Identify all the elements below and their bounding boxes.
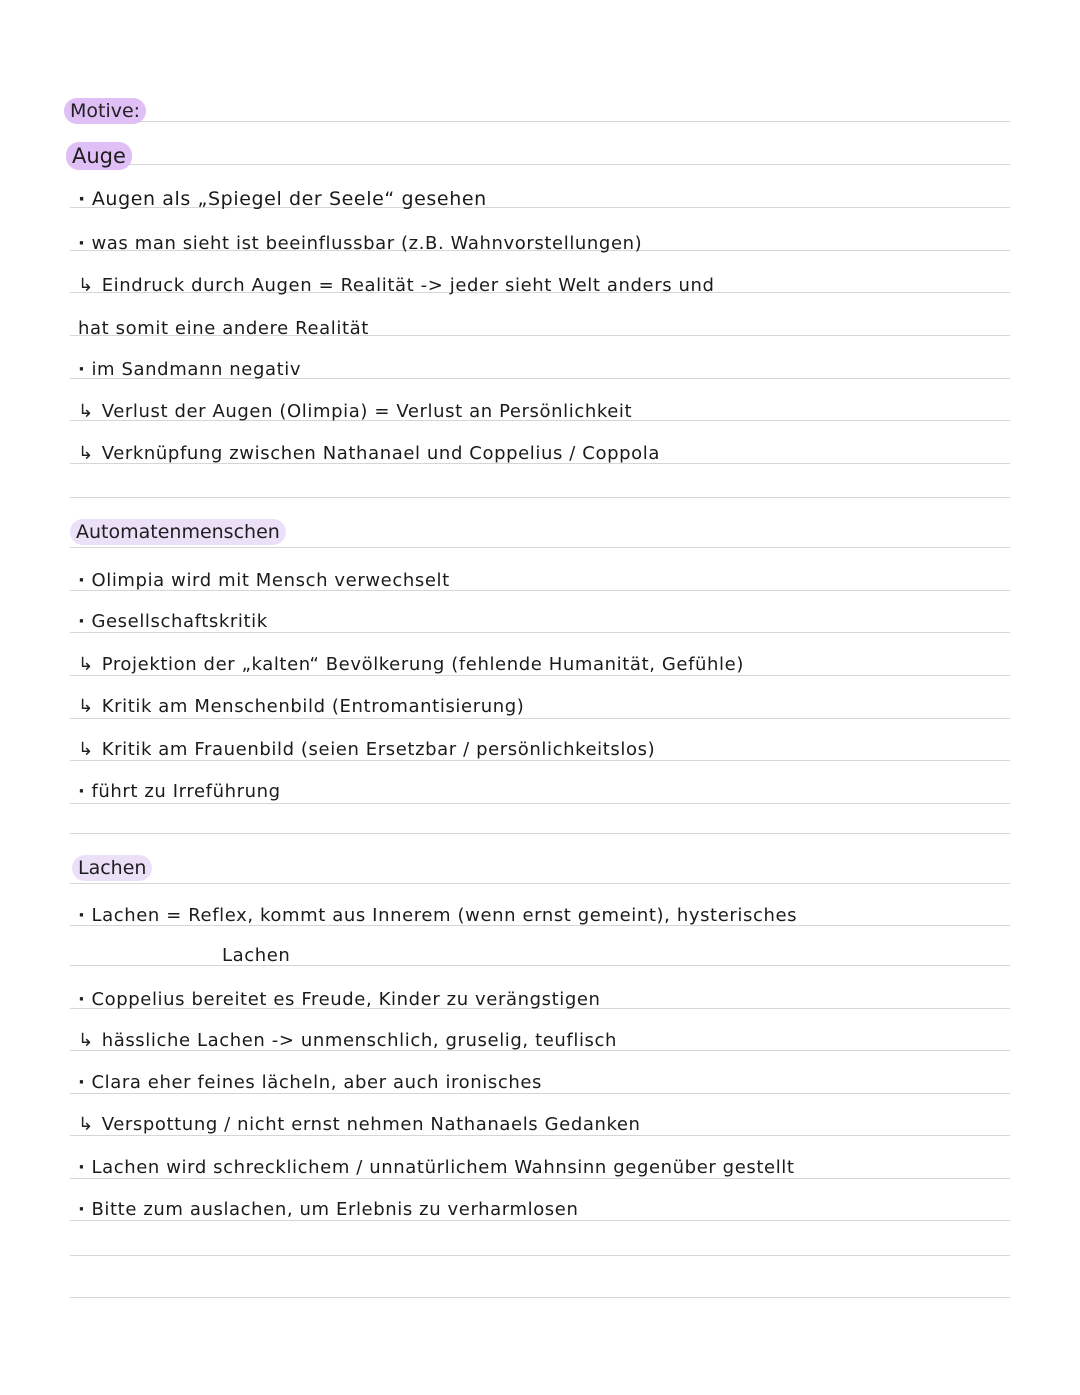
note-line: ↳ hässliche Lachen -> unmenschlich, gruselig, teuflisch <box>78 1030 618 1051</box>
note-line: Lachen <box>222 945 291 966</box>
section-title-automatenmenschen: Automatenmenschen <box>70 519 286 545</box>
note-line: · im Sandmann negativ <box>78 359 302 380</box>
note-line: · Coppelius bereitet es Freude, Kinder zu verängstigen <box>78 989 601 1010</box>
note-line: hat somit eine andere Realität <box>78 318 369 339</box>
note-line: · führt zu Irreführung <box>78 781 281 802</box>
section-title-auge: Auge <box>66 142 132 170</box>
note-line: ↳ Projektion der „kalten“ Bevölkerung (fehlende Humanität, Gefühle) <box>78 654 744 675</box>
note-line: · Lachen wird schrecklichem / unnatürlichem Wahnsinn gegenüber gestellt <box>78 1157 795 1178</box>
note-line: ↳ Verlust der Augen (Olimpia) = Verlust an Persönlichkeit <box>78 401 633 422</box>
note-line: · Clara eher feines lächeln, aber auch ironisches <box>78 1072 543 1093</box>
note-line: · Augen als „Spiegel der Seele“ gesehen <box>78 188 487 210</box>
note-line: ↳ Kritik am Menschenbild (Entromantisierung) <box>78 696 525 717</box>
note-line: · was man sieht ist beeinflussbar (z.B. Wahnvorstellungen) <box>78 233 643 254</box>
note-line: · Lachen = Reflex, kommt aus Innerem (wenn ernst gemeint), hysterisches <box>78 905 798 926</box>
note-line: ↳ Eindruck durch Augen = Realität -> jeder sieht Welt anders und <box>78 275 715 296</box>
note-line: · Gesellschaftskritik <box>78 611 268 632</box>
note-line: · Bitte zum auslachen, um Erlebnis zu verharmlosen <box>78 1199 579 1220</box>
section-title-lachen: Lachen <box>72 855 152 881</box>
note-line: ↳ Verknüpfung zwischen Nathanael und Coppelius / Coppola <box>78 443 660 464</box>
note-line: ↳ Verspottung / nicht ernst nehmen Nathanaels Gedanken <box>78 1114 641 1135</box>
page-heading: Motive: <box>64 98 146 124</box>
note-line: · Olimpia wird mit Mensch verwechselt <box>78 570 450 591</box>
note-line: ↳ Kritik am Frauenbild (seien Ersetzbar / persönlichkeitslos) <box>78 739 656 760</box>
